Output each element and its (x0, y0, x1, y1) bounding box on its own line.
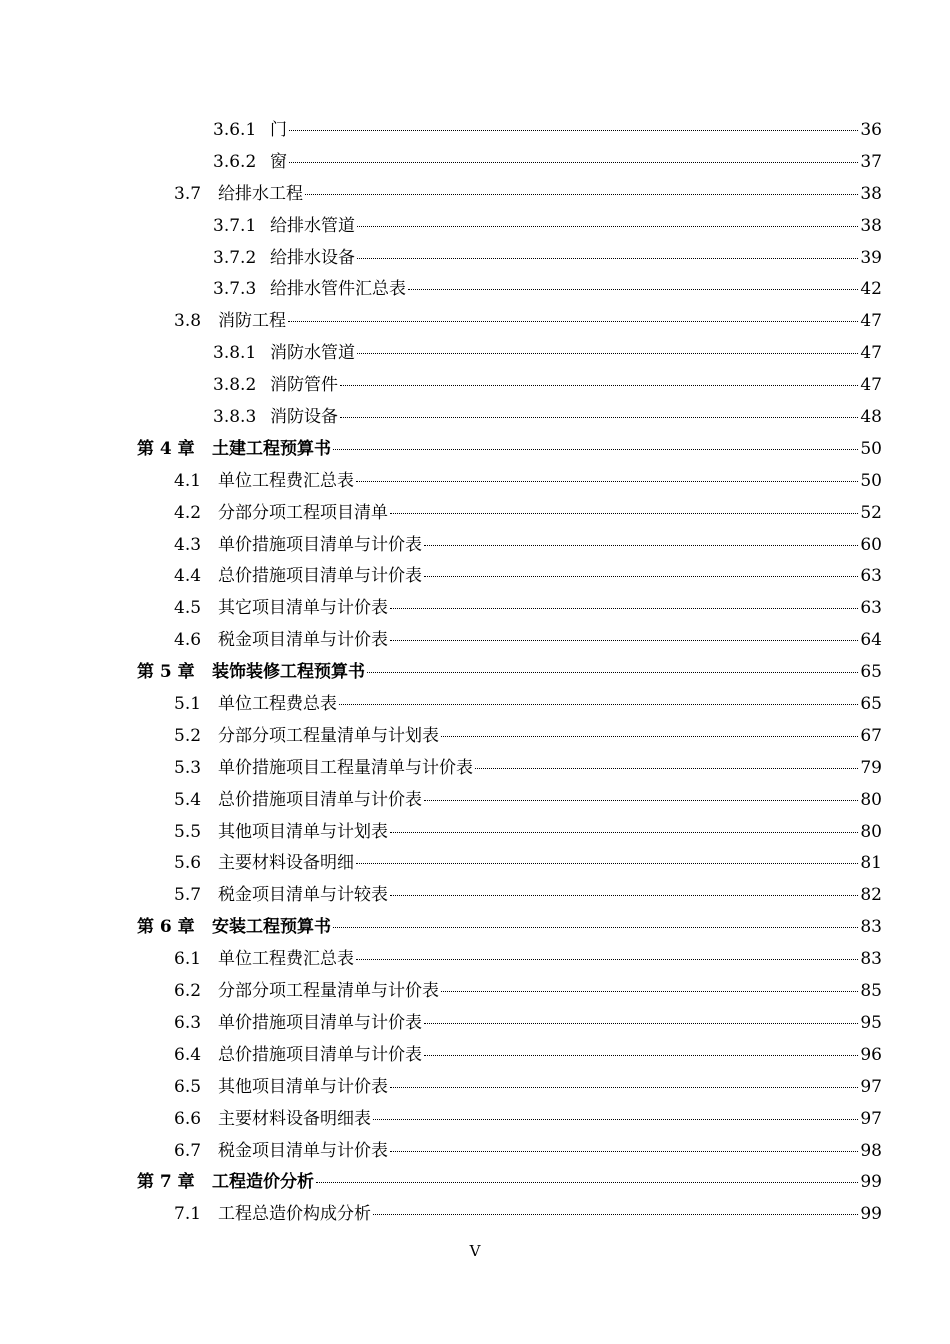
toc-entry-number: 5.3 (174, 757, 202, 778)
toc-entry[interactable] (0, 753, 950, 785)
toc-entry-page: 47 (860, 375, 882, 396)
toc-leader-dots (390, 832, 858, 833)
toc-leader-dots (356, 481, 858, 482)
toc-entry-page: 38 (860, 183, 882, 204)
toc-entry[interactable] (0, 498, 950, 530)
toc-leader-dots (408, 289, 858, 290)
toc-entry-number: 4.3 (174, 534, 202, 555)
toc-leader-dots (340, 417, 858, 418)
toc-entry-number: 5.1 (174, 694, 202, 715)
toc-entry-title: 分部分项工程量清单与计划表 (218, 725, 439, 746)
toc-entry-number: 4.5 (174, 598, 202, 619)
toc-entry[interactable] (0, 1040, 950, 1072)
toc-entry-title: 单价措施项目工程量清单与计价表 (218, 757, 473, 778)
toc-entry-title: 工程总造价构成分析 (218, 1204, 371, 1225)
toc-entry-number: 6.6 (174, 1108, 202, 1129)
toc-entry-number: 3.8.2 (213, 375, 257, 396)
toc-entry-number: 3.7.1 (213, 215, 257, 236)
toc-entry-number: 6.2 (174, 981, 202, 1002)
toc-entry[interactable] (0, 817, 950, 849)
toc-leader-dots (289, 162, 858, 163)
toc-leader-dots (333, 927, 858, 928)
toc-entry-title: 税金项目清单与计较表 (218, 885, 388, 906)
toc-entry-page: 99 (860, 1172, 882, 1193)
toc-entry[interactable] (0, 530, 950, 562)
toc-entry-number: 6.4 (174, 1044, 202, 1065)
toc-entry-number: 6.3 (174, 1012, 202, 1033)
toc-entry-title: 单位工程费总表 (218, 694, 337, 715)
toc-leader-dots (390, 1087, 858, 1088)
toc-entry-title: 工程造价分析 (212, 1172, 314, 1193)
toc-leader-dots (289, 130, 858, 131)
toc-entry[interactable] (0, 976, 950, 1008)
toc-chapter-entry[interactable] (0, 434, 950, 466)
toc-entry-number: 6.5 (174, 1076, 202, 1097)
toc-entry-title: 分部分项工程项目清单 (218, 502, 388, 523)
toc-entry[interactable] (0, 625, 950, 657)
toc-entry[interactable] (0, 274, 950, 306)
toc-entry-page: 99 (860, 1204, 882, 1225)
toc-entry-title: 给排水管件汇总表 (270, 279, 406, 300)
toc-entry-title: 给排水设备 (270, 247, 355, 268)
toc-entry-page: 65 (860, 662, 882, 683)
toc-entry-number: 4.2 (174, 502, 202, 523)
toc-entry-number: 5.7 (174, 885, 202, 906)
toc-entry-number: 6.7 (174, 1140, 202, 1161)
toc-entry-number: 3.8.3 (213, 407, 257, 428)
toc-entry[interactable] (0, 370, 950, 402)
toc-entry[interactable] (0, 306, 950, 338)
toc-entry[interactable] (0, 880, 950, 912)
toc-chapter-entry[interactable] (0, 1167, 950, 1199)
toc-leader-dots (316, 1182, 858, 1183)
toc-leader-dots (424, 576, 858, 577)
toc-entry[interactable] (0, 721, 950, 753)
toc-leader-dots (390, 608, 858, 609)
toc-leader-dots (339, 704, 858, 705)
toc-leader-dots (305, 194, 858, 195)
toc-entry-title: 消防设备 (270, 407, 338, 428)
toc-entry-title: 单位工程费汇总表 (218, 949, 354, 970)
toc-entry-page: 85 (860, 981, 882, 1002)
toc-entry-title: 其他项目清单与计划表 (218, 821, 388, 842)
toc-entry-title: 消防工程 (218, 311, 286, 332)
toc-entry-title: 税金项目清单与计价表 (218, 630, 388, 651)
toc-leader-dots (288, 321, 858, 322)
toc-entry[interactable] (0, 593, 950, 625)
toc-entry-title: 总价措施项目清单与计价表 (218, 789, 422, 810)
toc-leader-dots (441, 736, 858, 737)
toc-entry-title: 总价措施项目清单与计价表 (218, 1044, 422, 1065)
toc-leader-dots (390, 513, 858, 514)
toc-entry-page: 64 (860, 630, 882, 651)
toc-entry-title: 窗 (270, 151, 287, 172)
toc-entry-page: 79 (860, 757, 882, 778)
toc-entry-title: 总价措施项目清单与计价表 (218, 566, 422, 587)
toc-entry-title: 装饰装修工程预算书 (212, 662, 365, 683)
toc-entry-page: 63 (860, 598, 882, 619)
toc-chapter-entry[interactable] (0, 912, 950, 944)
toc-entry[interactable] (0, 338, 950, 370)
toc-entry[interactable] (0, 179, 950, 211)
toc-entry-title: 税金项目清单与计价表 (218, 1140, 388, 1161)
toc-entry-title: 给排水工程 (218, 183, 303, 204)
toc-entry-page: 50 (860, 438, 882, 459)
table-of-contents (0, 115, 950, 1231)
toc-entry-page: 39 (860, 247, 882, 268)
toc-entry-title: 土建工程预算书 (212, 438, 331, 459)
toc-entry-number: 3.7.2 (213, 247, 257, 268)
toc-entry[interactable] (0, 785, 950, 817)
toc-entry-page: 42 (860, 279, 882, 300)
toc-leader-dots (357, 353, 858, 354)
toc-entry-number: 5.6 (174, 853, 202, 874)
toc-entry-title: 单价措施项目清单与计价表 (218, 1012, 422, 1033)
toc-leader-dots (357, 226, 858, 227)
toc-entry-number: 第 4 章 (137, 438, 195, 459)
toc-entry-number: 第 7 章 (137, 1172, 195, 1193)
toc-leader-dots (357, 258, 858, 259)
toc-leader-dots (333, 449, 858, 450)
toc-entry-number: 3.7 (174, 183, 202, 204)
toc-entry-number: 3.8.1 (213, 343, 257, 364)
toc-entry-title: 消防管件 (270, 375, 338, 396)
toc-entry[interactable] (0, 561, 950, 593)
toc-entry-page: 83 (860, 949, 882, 970)
toc-entry-page: 50 (860, 470, 882, 491)
toc-leader-dots (424, 545, 858, 546)
toc-entry-number: 4.1 (174, 470, 202, 491)
toc-entry[interactable] (0, 689, 950, 721)
toc-leader-dots (373, 1119, 858, 1120)
toc-entry-number: 5.5 (174, 821, 202, 842)
toc-entry[interactable] (0, 243, 950, 275)
toc-entry-page: 60 (860, 534, 882, 555)
toc-entry-page: 47 (860, 311, 882, 332)
toc-entry[interactable] (0, 211, 950, 243)
toc-entry-page: 63 (860, 566, 882, 587)
toc-entry-page: 65 (860, 694, 882, 715)
toc-entry[interactable] (0, 1136, 950, 1168)
toc-entry-page: 47 (860, 343, 882, 364)
toc-chapter-entry[interactable] (0, 657, 950, 689)
toc-leader-dots (441, 991, 858, 992)
toc-entry-title: 其他项目清单与计价表 (218, 1076, 388, 1097)
toc-entry-page: 38 (860, 215, 882, 236)
toc-entry-page: 80 (860, 821, 882, 842)
toc-leader-dots (424, 1055, 858, 1056)
toc-leader-dots (373, 1214, 858, 1215)
toc-entry-page: 82 (860, 885, 882, 906)
toc-entry-number: 第 5 章 (137, 662, 195, 683)
toc-entry-number: 3.6.1 (213, 120, 257, 140)
toc-entry-number: 3.7.3 (213, 279, 257, 300)
toc-entry[interactable] (0, 1072, 950, 1104)
toc-entry-page: 52 (860, 502, 882, 523)
toc-entry-number: 5.2 (174, 725, 202, 746)
toc-entry-number: 3.8 (174, 311, 202, 332)
toc-leader-dots (390, 1151, 858, 1152)
toc-entry[interactable] (0, 1008, 950, 1040)
toc-entry-number: 5.4 (174, 789, 202, 810)
toc-entry[interactable] (0, 466, 950, 498)
toc-entry-number: 第 6 章 (137, 917, 195, 938)
toc-entry-number: 6.1 (174, 949, 202, 970)
toc-entry-title: 主要材料设备明细 (218, 853, 354, 874)
toc-entry-title: 门 (270, 120, 287, 140)
toc-leader-dots (356, 959, 858, 960)
toc-entry-number: 3.6.2 (213, 151, 257, 172)
toc-entry-number: 4.4 (174, 566, 202, 587)
toc-entry[interactable] (0, 1199, 950, 1231)
toc-leader-dots (367, 672, 858, 673)
toc-entry[interactable] (0, 115, 950, 147)
toc-entry[interactable] (0, 402, 950, 434)
toc-entry-page: 98 (860, 1140, 882, 1161)
page-number-footer: V (469, 1242, 481, 1260)
toc-entry-number: 7.1 (174, 1204, 202, 1225)
toc-entry-title: 给排水管道 (270, 215, 355, 236)
toc-entry-page: 81 (860, 853, 882, 874)
toc-entry-page: 67 (860, 725, 882, 746)
toc-entry[interactable] (0, 944, 950, 976)
toc-entry[interactable] (0, 147, 950, 179)
toc-entry-page: 97 (860, 1108, 882, 1129)
toc-entry-title: 分部分项工程量清单与计价表 (218, 981, 439, 1002)
toc-entry-page: 48 (860, 407, 882, 428)
toc-entry-title: 消防水管道 (270, 343, 355, 364)
toc-entry[interactable] (0, 1104, 950, 1136)
toc-leader-dots (390, 895, 858, 896)
toc-entry-page: 96 (860, 1044, 882, 1065)
toc-leader-dots (390, 640, 858, 641)
toc-entry-title: 单价措施项目清单与计价表 (218, 534, 422, 555)
toc-entry-number: 4.6 (174, 630, 202, 651)
toc-entry-page: 37 (860, 151, 882, 172)
toc-entry-page: 83 (860, 917, 882, 938)
toc-leader-dots (340, 385, 858, 386)
toc-entry-page: 80 (860, 789, 882, 810)
toc-entry-title: 其它项目清单与计价表 (218, 598, 388, 619)
toc-leader-dots (475, 768, 858, 769)
toc-leader-dots (424, 1023, 858, 1024)
toc-leader-dots (424, 800, 858, 801)
toc-entry-title: 主要材料设备明细表 (218, 1108, 371, 1129)
toc-entry-title: 安装工程预算书 (212, 917, 331, 938)
toc-leader-dots (356, 863, 858, 864)
toc-entry[interactable] (0, 848, 950, 880)
toc-entry-page: 95 (860, 1012, 882, 1033)
toc-entry-page: 97 (860, 1076, 882, 1097)
toc-entry-page: 36 (860, 120, 882, 140)
toc-entry-title: 单位工程费汇总表 (218, 470, 354, 491)
